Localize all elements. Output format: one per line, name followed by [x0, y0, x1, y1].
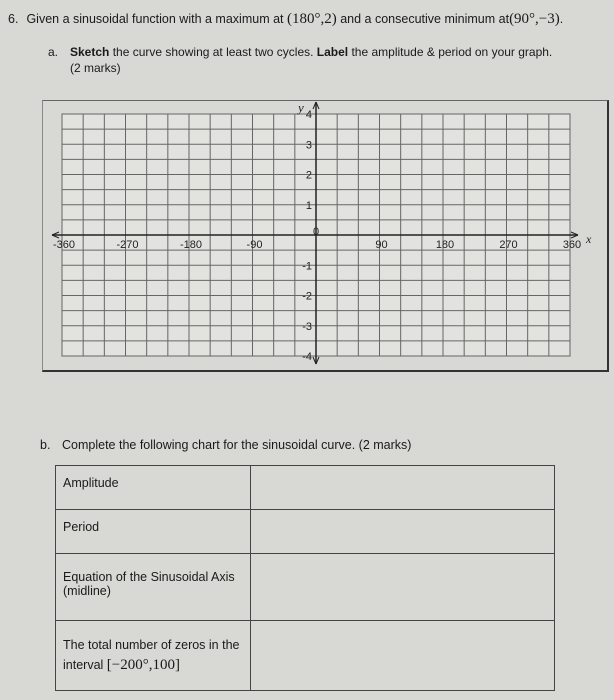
y-tick-label: 3	[305, 139, 312, 152]
zeros-label-text: The total number of zeros in the interval	[63, 638, 240, 672]
x-tick-label: 360	[562, 239, 582, 251]
amplitude-answer[interactable]	[251, 466, 555, 510]
y-tick-label: 2	[305, 169, 312, 182]
max-point: (180°,2)	[286, 11, 337, 27]
midline-answer[interactable]	[251, 554, 555, 621]
amplitude-label: Amplitude	[56, 466, 251, 510]
x-tick-label: 90	[375, 239, 388, 251]
question-number: 6.	[8, 12, 19, 26]
part-b-text: Complete the following chart for the sinusoidal curve. (2 marks)	[62, 438, 412, 452]
min-point: (90°,−3)	[509, 11, 560, 27]
x-tick-label: -180	[179, 239, 203, 251]
table-row	[56, 510, 555, 554]
x-tick-label: 180	[435, 239, 455, 251]
x-tick-label: 0	[312, 226, 320, 238]
table-row	[56, 554, 555, 621]
table-row	[56, 466, 555, 510]
question-text: Given a sinusoidal function with a maximum at	[26, 12, 284, 26]
x-axis-label: x	[586, 232, 592, 246]
table-row	[56, 621, 555, 691]
sketch-word: Sketch	[70, 45, 110, 59]
part-b-label: b.	[40, 438, 51, 452]
period-label: Period	[56, 510, 251, 554]
part-a-text1: the curve showing at least two cycles.	[109, 45, 317, 59]
y-tick-label: -3	[302, 320, 312, 333]
x-tick-label: -270	[116, 239, 139, 251]
zeros-label	[56, 621, 251, 691]
part-a-label: a.	[48, 45, 59, 59]
midline-label: Equation of the Sinusoidal Axis (midline)	[56, 554, 251, 621]
y-tick-label: -4	[302, 351, 312, 363]
y-tick-label: 4	[305, 109, 312, 121]
zeros-interval: [−200°,100]	[106, 657, 180, 673]
x-tick-label: -360	[52, 239, 76, 251]
question-text-middle: and a consecutive minimum at	[340, 12, 510, 26]
period-answer[interactable]	[251, 510, 555, 554]
label-word: Label	[316, 45, 349, 59]
x-tick-label: -90	[246, 239, 263, 251]
y-tick-label: -2	[302, 290, 312, 303]
part-a-text2: the amplitude & period on your graph.	[348, 45, 553, 59]
question-end: .	[559, 12, 564, 26]
part-a-marks: (2 marks)	[70, 61, 121, 75]
y-tick-label: 1	[305, 199, 312, 212]
x-tick-label: 270	[499, 239, 518, 251]
y-tick-label: -1	[302, 260, 312, 273]
answer-chart	[55, 465, 555, 691]
part-b	[40, 438, 411, 452]
zeros-answer[interactable]	[251, 621, 555, 691]
y-axis-label: y	[298, 100, 304, 115]
